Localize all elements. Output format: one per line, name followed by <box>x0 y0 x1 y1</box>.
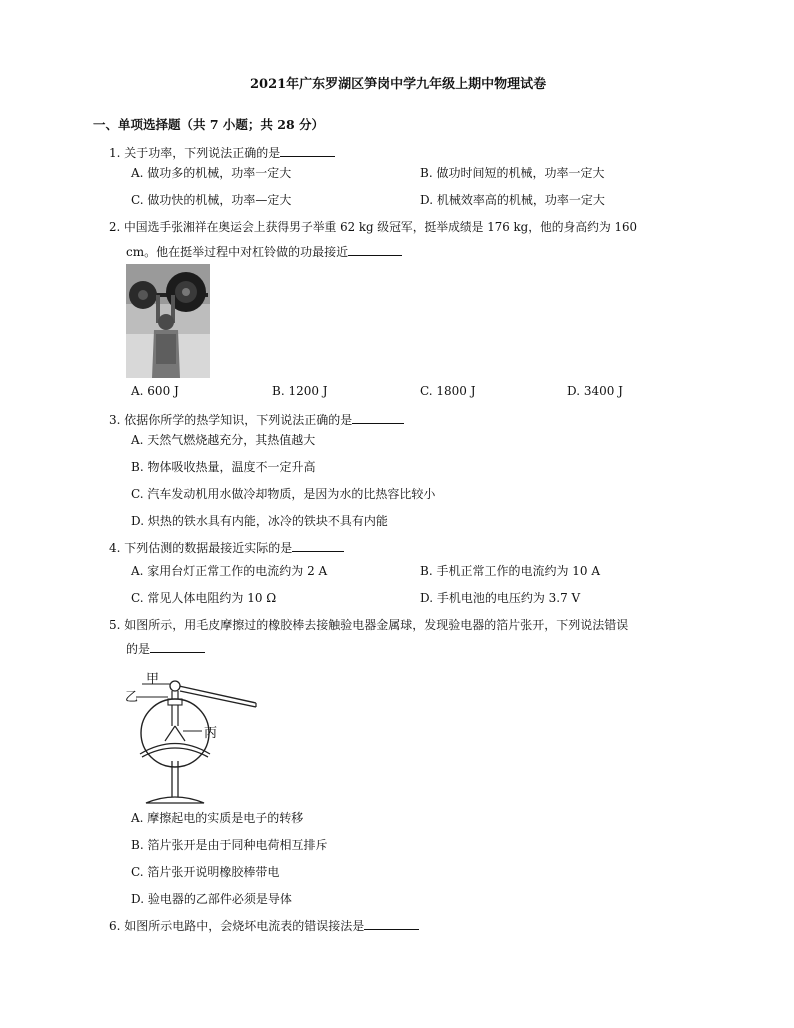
q1-option-a[interactable]: A. 做功多的机械，功率一定大 <box>131 166 292 180</box>
weightlifter-photo <box>126 264 210 378</box>
question-3-stem: 3. 依据你所学的热学知识，下列说法正确的是 <box>109 412 404 428</box>
q2-option-b[interactable]: B. 1200 J <box>272 384 328 398</box>
q2-option-d[interactable]: D. 3400 J <box>567 384 623 398</box>
metal-ball <box>170 681 180 691</box>
electroscope-diagram <box>124 671 274 821</box>
q5-option-b[interactable]: B. 箔片张开是由于同种电荷相互排斥 <box>131 838 328 852</box>
answer-blank[interactable] <box>364 918 419 930</box>
label-jia: 甲 <box>146 672 160 687</box>
q3-option-c[interactable]: C. 汽车发动机用水做冷却物质，是因为水的比热容比较小 <box>131 487 436 501</box>
question-2-stem-line2: cm。他在挺举过程中对杠铃做的功最接近 <box>126 244 402 260</box>
foil-leaf-left <box>165 726 175 741</box>
q3-option-a[interactable]: A. 天然气燃烧越充分，其热值越大 <box>131 433 316 447</box>
section-heading: 一、单项选择题（共 7 小题；共 28 分） <box>93 117 325 132</box>
question-4-stem: 4. 下列估测的数据最接近实际的是 <box>109 540 344 556</box>
glass-bottle <box>141 699 209 767</box>
question-6-stem: 6. 如图所示电路中，会烧坏电流表的错误接法是 <box>109 918 419 934</box>
stand-base <box>146 797 204 803</box>
q4-option-b[interactable]: B. 手机正常工作的电流约为 10 A <box>420 564 601 578</box>
q4-option-d[interactable]: D. 手机电池的电压约为 3.7 V <box>420 591 581 605</box>
label-bing: 丙 <box>204 726 218 741</box>
q1-option-d[interactable]: D. 机械效率高的机械，功率一定大 <box>420 193 605 207</box>
q5-option-d[interactable]: D. 验电器的乙部件必须是导体 <box>131 892 292 906</box>
rubber-rod <box>179 686 256 703</box>
q1-option-c[interactable]: C. 做功快的机械，功率—定大 <box>131 193 292 207</box>
foil-leaf-right <box>175 726 185 741</box>
question-5-stem-line1: 5. 如图所示，用毛皮摩擦过的橡胶棒去接触验电器金属球，发现验电器的箔片张开，下列说法错误 <box>109 618 629 632</box>
q2-option-c[interactable]: C. 1800 J <box>420 384 476 398</box>
q1-option-b[interactable]: B. 做功时间短的机械，功率一定大 <box>420 166 605 180</box>
page-title: 2021年广东罗湖区笋岗中学九年级上期中物理试卷 <box>250 77 547 92</box>
q5-option-c[interactable]: C. 箔片张开说明橡胶棒带电 <box>131 865 280 879</box>
q5-option-a[interactable]: A. 摩擦起电的实质是电子的转移 <box>131 811 304 825</box>
q2-option-a[interactable]: A. 600 J <box>131 384 179 398</box>
q3-option-b[interactable]: B. 物体吸收热量，温度不一定升高 <box>131 460 316 474</box>
answer-blank[interactable] <box>348 244 402 256</box>
question-1-stem: 1. 关于功率，下列说法正确的是 <box>109 145 335 161</box>
question-5-stem-line2: 的是 <box>126 641 205 657</box>
q4-option-a[interactable]: A. 家用台灯正常工作的电流约为 2 A <box>131 564 328 578</box>
label-yi: 乙 <box>125 690 139 705</box>
answer-blank[interactable] <box>280 145 335 157</box>
q4-option-c[interactable]: C. 常见人体电阻约为 10 Ω <box>131 591 277 605</box>
answer-blank[interactable] <box>292 540 344 552</box>
answer-blank[interactable] <box>150 641 205 653</box>
question-2-stem-line1: 2. 中国选手张湘祥在奥运会上获得男子举重 62 kg 级冠军，挺举成绩是 176 kg，他的身高约为 160 <box>109 220 638 234</box>
q3-option-d[interactable]: D. 炽热的铁水具有内能，冰冷的铁块不具有内能 <box>131 514 388 528</box>
answer-blank[interactable] <box>352 412 404 424</box>
